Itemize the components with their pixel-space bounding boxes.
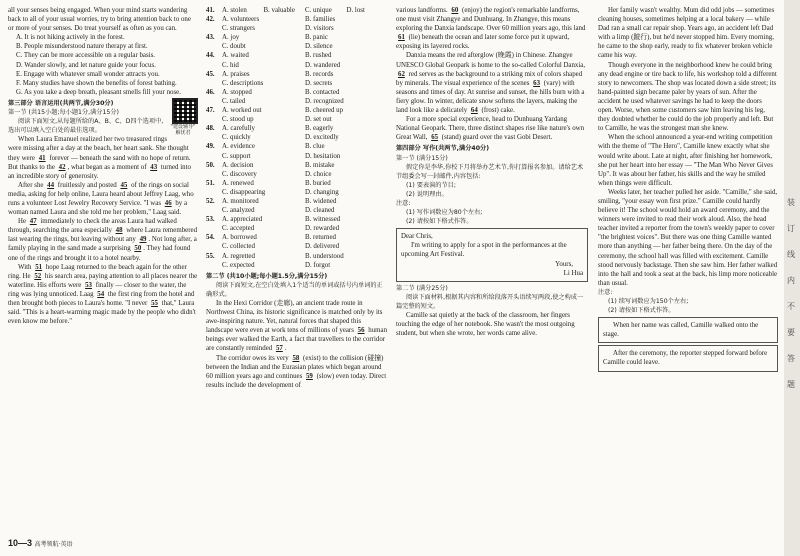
column-4 (598, 6, 778, 374)
story-paragraph-2: Her family wasn't wealthy. Mum did odd jobs — sometimes cleaning houses, sometimes helping at a local bakery — while Dad ran a small car repair shop. Years ago, an accident left Dad with a limp (跛行), but he'd never stopped him. Every morning, he came to the shop early, ready to fix whatever broken vehicle came his way. (598, 7, 775, 60)
choice-option: A. monitored (222, 197, 259, 205)
option-f: F. Many studies have shown the benefits of forest bathing. (16, 79, 177, 87)
grammar-paragraph-2: The corridor owes its very 58 (exist) to the collision (碰撞) between the Indian and the Eurasian plates which began around 60 million years ago and continues 59 (slow) even today. Direct results include the development of (206, 354, 387, 389)
choice-option: B. cheered up (305, 107, 344, 115)
choice-row: 41. A. stolen B. valuable C. unique D. lost (206, 6, 388, 15)
choice-option: B. widened (305, 197, 337, 205)
story-paragraph-5: Weeks later, her teacher pulled her aside. "Camille," she said, smiling, "your essay won first prize." Camille could hardly believe it! The school would hold an award ceremony, and the winners were invited to read their work aloud. Also, the head teacher invited a reporter from the town's weekly paper to cover "the brightest voices". But there was one thing Camille wanted more than anything — her father being there. On the day of the ceremony, the school hall was filled with excitement. Camille stood nervously backstage. Then she saw him. Her father walked into the hall and took a seat at the back, his limp more noticeable than usual. (598, 188, 778, 287)
choice-option: C. tailed (222, 97, 246, 105)
choice-option: D. silence (305, 43, 333, 51)
cloze-paragraph-4: With 51 hope Laag returned to the beach again for the other ring. He 52 his search area, paying attention to all places nearer the waterline. His efforts were 53 finally — closer to the water, the ring was lying unnoticed. Laag 54 the first ring from the hotel and then brought both pieces to Laura's home. "I never 55 that," Laura said. "This is a heart-warming magic made by the people who didn't even know me before." (8, 263, 198, 326)
page-footer (8, 538, 72, 548)
binding-margin-text (787, 190, 797, 398)
note-2: (2) 请按如下格式作答。 (406, 218, 473, 226)
choice-row: 48. A. carefully B. eagerly (206, 124, 388, 133)
grammar-paragraph-4: Danxia means the red afterglow (晚霞) in Chinese. Zhangye UNESCO Global Geopark is home to the so-called Colorful Danxia, 62 red serves as the background to a striking mix of colors shaped by minerals. The visual experience of the scenes 63 (vary) with seasons and times of day. At sunrise and sunset, the hills burn with a fiery glow. In winter, delicate snow softens the layers, making the land look like a delicately 64 (frost) cake. (396, 52, 586, 115)
letter-body: I'm writing to apply for a spot in the performances at the upcoming Art Festival. (401, 242, 567, 259)
binding-char: 线 (787, 250, 795, 259)
option-e: E. Engage with whatever small wonder attracts you. (16, 70, 160, 78)
choice-row: 46. A. stopped B. contacted (206, 88, 388, 97)
choice-option: C. stood up (222, 116, 254, 124)
page-number: 10—3 (8, 538, 33, 548)
choice-option: D. cleaned (305, 207, 335, 215)
choice-option: D. lost (346, 7, 365, 14)
continuation-note-title: 注意: (598, 288, 613, 296)
choice-row: 52. A. monitored B. widened (206, 197, 388, 206)
grammar-paragraph-1: In the Hexi Corridor (走廊), an ancient trade route in Northwest China, its historic significance is matched only by its awe-inspiring nature. Yet, natural forces that shaped this landscape were even at work tens of millions of years 56 human beings ever walked the Earth, a fact that travellers to the corridor are constantly reminded 57 . (206, 300, 388, 353)
choice-option: D. excitedly (305, 134, 339, 142)
choice-option: D. wandered (305, 61, 341, 69)
choice-option: C. unique (305, 7, 332, 14)
choice-option: D. forgot (305, 261, 331, 269)
column-1 (8, 6, 198, 326)
task-point-1: (1) 要表演的节目; (406, 181, 456, 189)
grammar-paragraph-5: For a more special experience, head to Dunhuang Yardang National Geopark. There, three distinct shapes rise like nature's own Great Wall, 65 (stand) guard over the vast Gobi Desert. (396, 116, 585, 142)
choice-option: A. stolen (222, 7, 247, 14)
choice-option: B. returned (305, 234, 336, 242)
note-1: (1) 写作词数应为80个左右; (406, 209, 483, 217)
choice-option: C. discovery (222, 170, 257, 178)
choice-option: B. records (305, 70, 334, 78)
choice-table (206, 6, 388, 270)
choice-row (206, 42, 388, 51)
choice-option: B. valuable (263, 7, 295, 14)
option-a: A. It is not hiking actively in the forest. (16, 34, 125, 42)
choice-option: D. changing (305, 188, 339, 196)
choice-row (206, 79, 388, 88)
choice-option: B. contacted (305, 88, 340, 96)
continuation-box-1 (598, 317, 778, 343)
option-d: D. Wander slowly, and let nature guide your focus. (16, 61, 156, 69)
choice-option: B. witnessed (305, 216, 341, 224)
choice-option: B. understood (305, 252, 344, 260)
story-paragraph-4: When the school announced a year-end writing competition with the theme of "The Hero", Camille knew exactly what she would write about. Late at night, after finishing her homework, she put her heart into her essay — "The Man Who Never Gives Up". It was about her father, his skills and the way he smiled when things were difficult. (598, 134, 773, 187)
binding-char: 答 (787, 354, 795, 363)
choice-row (206, 242, 388, 251)
choice-row (206, 24, 388, 33)
choice-option: A. appreciated (222, 216, 263, 224)
section-2-instructions: 阅读下面短文,在空白处填入1个适当的单词或括号内单词的正确形式。 (206, 281, 383, 298)
writing-task-2: 阅读下面材料,根据其内容和所给段落开头语续写两段,使之构成一篇完整的短文。 (396, 293, 584, 310)
choice-row: 42. A. volunteers B. families (206, 15, 388, 24)
story-paragraph-3: Though everyone in the neighborhood knew he could bring any dead engine or tire back to life, his workshop told a different story to newcomers. The shop was located down a side street; its hand-painted sign became paler by years of sun. After the accident he used whatever savings he had to keep the doors open. Worse, when some customers saw him leaving his leg, they doubted whether he could do the job properly and left. But to Camille, he was the strongest man she knew. (598, 61, 777, 133)
choice-option: C. quickly (222, 134, 251, 142)
choice-option: B. panic (305, 34, 328, 42)
continuation-prompt-1: When her name was called, Camille walked onto the stage. (603, 322, 759, 339)
cloze-paragraph-1: When Laura Emanuel realized her two treasured rings were missing after a day at the beach, her heart sank. She thought they were 41 forever — beneath the sand with no hope of return. But thanks to the 42 , what began as a moment of 43 turned into an incredible story of generosity. (8, 136, 191, 180)
footer-label: 高考领航·英语 (34, 541, 73, 548)
continuation-box-2 (598, 345, 778, 371)
continuation-note-2: (2) 请按如下格式作答。 (608, 307, 675, 315)
continuation-prompt-2: After the ceremony, the reporter stepped forward before Camille could leave. (603, 350, 768, 367)
grammar-paragraph-3: various landforms. 60 (enjoy) the region's remarkable landforms, one must visit Zhangye and Dunhuang. In Zhangye, this means exploring the Danxia landscape. Over 60 million years ago, this land 61 (lie) beneath the ocean and later some force put it upward, exposing its layered rocks. (396, 7, 586, 51)
choice-option: A. joy (222, 34, 240, 42)
qr-code-icon (172, 98, 198, 124)
choice-option: A. renewed (222, 179, 254, 187)
choice-option: A. waited (222, 52, 249, 60)
choice-row: 45. A. praises B. records (206, 70, 388, 79)
choice-row (206, 61, 388, 70)
section-1-heading: 第一节 (共15小题;每小题1分,满分15分) (8, 109, 119, 117)
choice-row (206, 206, 388, 215)
choice-option: A. carefully (222, 125, 255, 133)
binding-char: 要 (787, 328, 795, 337)
option-b: B. People misunderstood nature therapy at first. (16, 43, 148, 51)
choice-option: A. praises (222, 70, 250, 78)
choice-row: 55. A. regretted B. understood (206, 252, 388, 261)
choice-row (206, 261, 388, 270)
section-2-heading: 第二节 (共10小题;每小题1.5分,满分15分) (206, 272, 328, 280)
choice-option: A. stopped (222, 88, 252, 96)
choice-option: B. rushed (305, 52, 332, 60)
choice-row: 47. A. worked out B. cheered up (206, 106, 388, 115)
choice-row: 51. A. renewed B. buried (206, 179, 388, 188)
column-3 (396, 6, 588, 338)
choice-option: D. set out (305, 116, 332, 124)
letter-signature: Li Hua (563, 269, 583, 277)
choice-option: B. clue (305, 143, 325, 151)
choice-row (206, 115, 388, 124)
passage-tail: all your senses being engaged. When your mind starts wandering back to all of your usual worries, try to bring attention back to one or more of your senses. Do treat yourself as often as you can. (8, 7, 191, 33)
choice-option: A. volunteers (222, 16, 260, 24)
choice-option: A. regretted (222, 252, 255, 260)
binding-char: 订 (787, 224, 795, 233)
letter-template (396, 228, 588, 281)
story-paragraph-1: Camille sat quietly at the back of the classroom, her fingers touching the edge of her notebook. She wasn't the most outgoing student, but when she wrote, her words came alive. (396, 312, 575, 338)
task-point-2: (2) 说明理由。 (406, 190, 448, 198)
choice-row: 50. A. decision B. mistake (206, 161, 388, 170)
choice-row: 43. A. joy B. panic (206, 33, 388, 42)
choice-row (206, 224, 388, 233)
choice-row (206, 188, 388, 197)
choice-option: B. families (305, 16, 336, 24)
choice-option: C. analyzed (222, 207, 255, 215)
choice-row: 53. A. appreciated B. witnessed (206, 215, 388, 224)
continuation-note-1: (1) 续写词数应为150个左右; (608, 298, 689, 305)
binding-char: 内 (787, 276, 795, 285)
part-3-heading: 第三部分 语言运用(共两节,满分30分) (8, 99, 114, 107)
choice-row (206, 170, 388, 179)
option-c: C. They can be more accessible on a regular basis. (16, 52, 155, 60)
binding-char: 装 (787, 198, 795, 207)
choice-option: D. recognized (305, 97, 344, 105)
choice-option: A. borrowed (222, 234, 257, 242)
choice-option: C. strangers (222, 25, 255, 33)
option-list (8, 33, 198, 97)
writing-section-1-heading: 第一节 (满分15分) (396, 154, 448, 162)
letter-close: Yours, (555, 260, 573, 268)
choice-option: C. hid (222, 61, 239, 69)
choice-option: C. expected (222, 261, 255, 269)
choice-option: D. delivered (305, 243, 340, 251)
choice-option: C. disappearing (222, 188, 266, 196)
choice-option: D. choice (305, 170, 332, 178)
choice-row (206, 133, 388, 142)
binding-char: 题 (787, 380, 795, 389)
choice-option: C. descriptions (222, 79, 264, 87)
cloze-paragraph-3: He 47 immediately to check the areas Laura had walked through, searching the area especially 48 where Laura remembered last wearing the rings, but leaving without any 49 . Not long after, a family playing in the sand made a surprising 50 . They had found one of the rings and brought it to a hotel nearby. (8, 218, 198, 262)
choice-option: D. hesitation (305, 152, 341, 160)
choice-option: C. accepted (222, 225, 255, 233)
letter-greeting: Dear Chris, (401, 233, 433, 241)
section-1-instructions: 阅读下面短文,从每题所给的A、B、C、D四个选项中,选出可以填入空白处的最佳选项。 (8, 118, 164, 135)
choice-row: 49. A. evidence B. clue (206, 142, 388, 151)
writing-task-1: 假定你是李华,你校下月将举办艺术节,你打算报名参加。请给艺术节组委会写一封邮件,内容包括: (396, 163, 584, 180)
choice-option: B. buried (305, 179, 331, 187)
cloze-paragraph-2: After she 44 fruitlessly and posted 45 of the rings on social media, asking for help online, Laura heard about Jeffrey Laag, who runs a volunteer Lost Jewelry Recovery Service. "I was 46 by a woman named Laura and she told me her problem," Laag said. (8, 181, 194, 217)
column-2 (206, 6, 388, 390)
binding-char: 不 (787, 302, 795, 311)
part-4-heading: 第四部分 写作(共两节,满分40分) (396, 145, 490, 153)
choice-row (206, 97, 388, 106)
choice-option: C. collected (222, 243, 255, 251)
note-title: 注意: (396, 199, 411, 207)
choice-option: A. decision (222, 161, 254, 169)
writing-section-2-heading: 第二节 (满分25分) (396, 284, 448, 292)
choice-row: 44. A. waited B. rushed (206, 51, 388, 60)
choice-row (206, 152, 388, 161)
choice-option: B. eagerly (305, 125, 334, 133)
choice-row: 54. A. borrowed B. returned (206, 233, 388, 242)
choice-option: A. worked out (222, 107, 262, 115)
option-g: G. As you take a deep breath, pleasant smells fill your nose. (16, 88, 181, 96)
choice-option: D. visitors (305, 25, 334, 33)
choice-option: C. doubt (222, 43, 246, 51)
choice-option: A. evidence (222, 143, 255, 151)
choice-option: D. secrets (305, 79, 333, 87)
qr-caption: "建设辅导" 解忧君 (170, 123, 196, 136)
choice-option: B. mistake (305, 161, 335, 169)
choice-option: D. rewarded (305, 225, 340, 233)
choice-option: C. support (222, 152, 251, 160)
